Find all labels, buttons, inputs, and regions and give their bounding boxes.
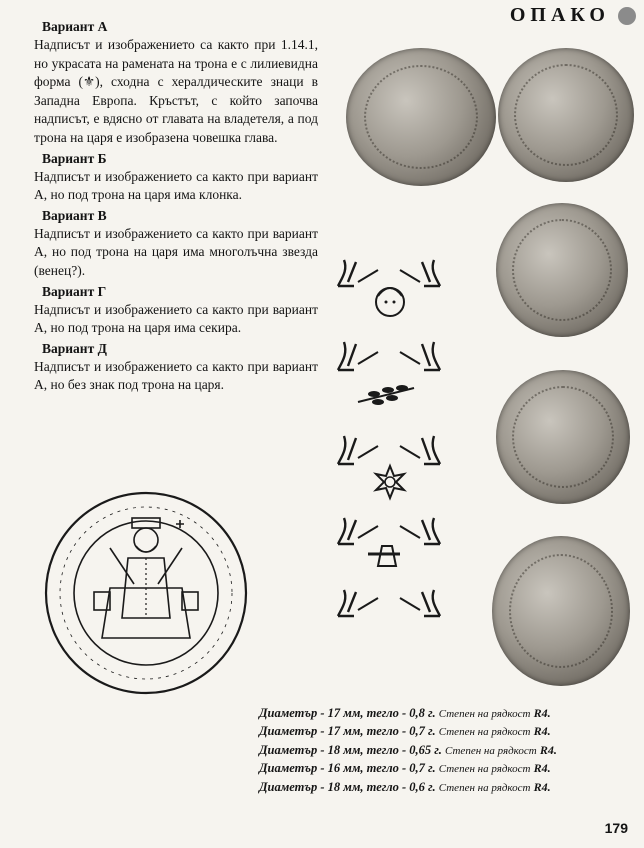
spec-row [259, 723, 639, 741]
variant-body: Надписът и изображението са както при вариант А, но без знак под трона на царя. [34, 358, 318, 393]
spec-row [259, 742, 639, 760]
page-number: 179 [604, 820, 628, 836]
coin-photo-reverse-v [496, 370, 630, 504]
spec-rarity-label: Степен на рядкост [438, 781, 531, 794]
throne-star-drawing [334, 430, 446, 510]
spec-rarity-label: Степен на рядкост [445, 744, 537, 757]
spec-rarity-code: R4. [539, 742, 557, 757]
variants-text-column [34, 18, 318, 397]
variant-d [34, 340, 318, 395]
section-title: ОПАКО [509, 4, 610, 26]
spec-row [259, 779, 639, 797]
spec-dimensions: Диаметър - 16 мм, тегло - 0,7 г. [259, 761, 436, 776]
spec-dimensions: Диаметър - 18 мм, тегло - 0,65 г. [259, 742, 442, 757]
coin-line-drawing [40, 488, 252, 698]
throne-branch-drawing [334, 336, 446, 416]
spec-dimensions: Диаметър - 17 мм, тегло - 0,8 г. [259, 706, 436, 720]
throne-empty-drawing [334, 586, 446, 642]
variant-title: Вариант Г [42, 283, 107, 299]
throne-head-drawing [334, 252, 446, 330]
variant-body: Надписът и изображението са както при вариант А, но под трона на царя има клонка. [34, 168, 318, 203]
spec-rarity-code: R4. [533, 761, 551, 776]
variant-body: Надписът и изображението са както при 1.14.1, но украсата на рамената на трона е с лилиевидна форма (⚜), сходна с хералдическите знаци в Западна Европа. Кръстът, с който започва надписът, е вдясно от главата на владетеля, а под трона на царя е изобразена човешка глава. [34, 37, 318, 145]
variant-title: Вариант А [42, 19, 108, 34]
coin-photo-reverse-a [498, 48, 634, 182]
section-marker-dot [618, 7, 636, 25]
spec-rarity-label: Степен на рядкост [438, 763, 531, 776]
page-header [510, 4, 636, 27]
spec-row [259, 705, 639, 723]
coin-photo-reverse-b [496, 203, 628, 337]
variant-title: Вариант Б [42, 150, 107, 166]
variant-title: Вариант В [42, 207, 107, 223]
spec-rarity-label: Степен на рядкост [438, 708, 531, 720]
variant-g [34, 283, 318, 338]
variant-a [34, 18, 318, 148]
variant-b [34, 150, 318, 205]
coin-photo-obverse-a [346, 48, 496, 186]
spec-rarity-code: R4. [533, 779, 551, 794]
specifications-list [259, 705, 639, 797]
variant-title: Вариант Д [42, 340, 107, 356]
spec-rarity-label: Степен на рядкост [438, 726, 531, 739]
spec-dimensions: Диаметър - 18 мм, тегло - 0,6 г. [259, 779, 436, 794]
spec-row [259, 760, 639, 778]
coin-photo-reverse-g [492, 536, 630, 686]
spec-dimensions: Диаметър - 17 мм, тегло - 0,7 г. [259, 724, 436, 739]
variant-v [34, 207, 318, 281]
variant-body: Надписът и изображението са както при вариант А, но под трона на царя има многолъчна звезда (венец?). [34, 225, 318, 278]
variant-body: Надписът и изображението са както при вариант А, но под трона на царя има секира. [34, 301, 318, 336]
spec-rarity-code: R4. [533, 724, 551, 739]
spec-rarity-code: R4. [533, 706, 551, 720]
throne-axe-drawing [334, 514, 446, 580]
